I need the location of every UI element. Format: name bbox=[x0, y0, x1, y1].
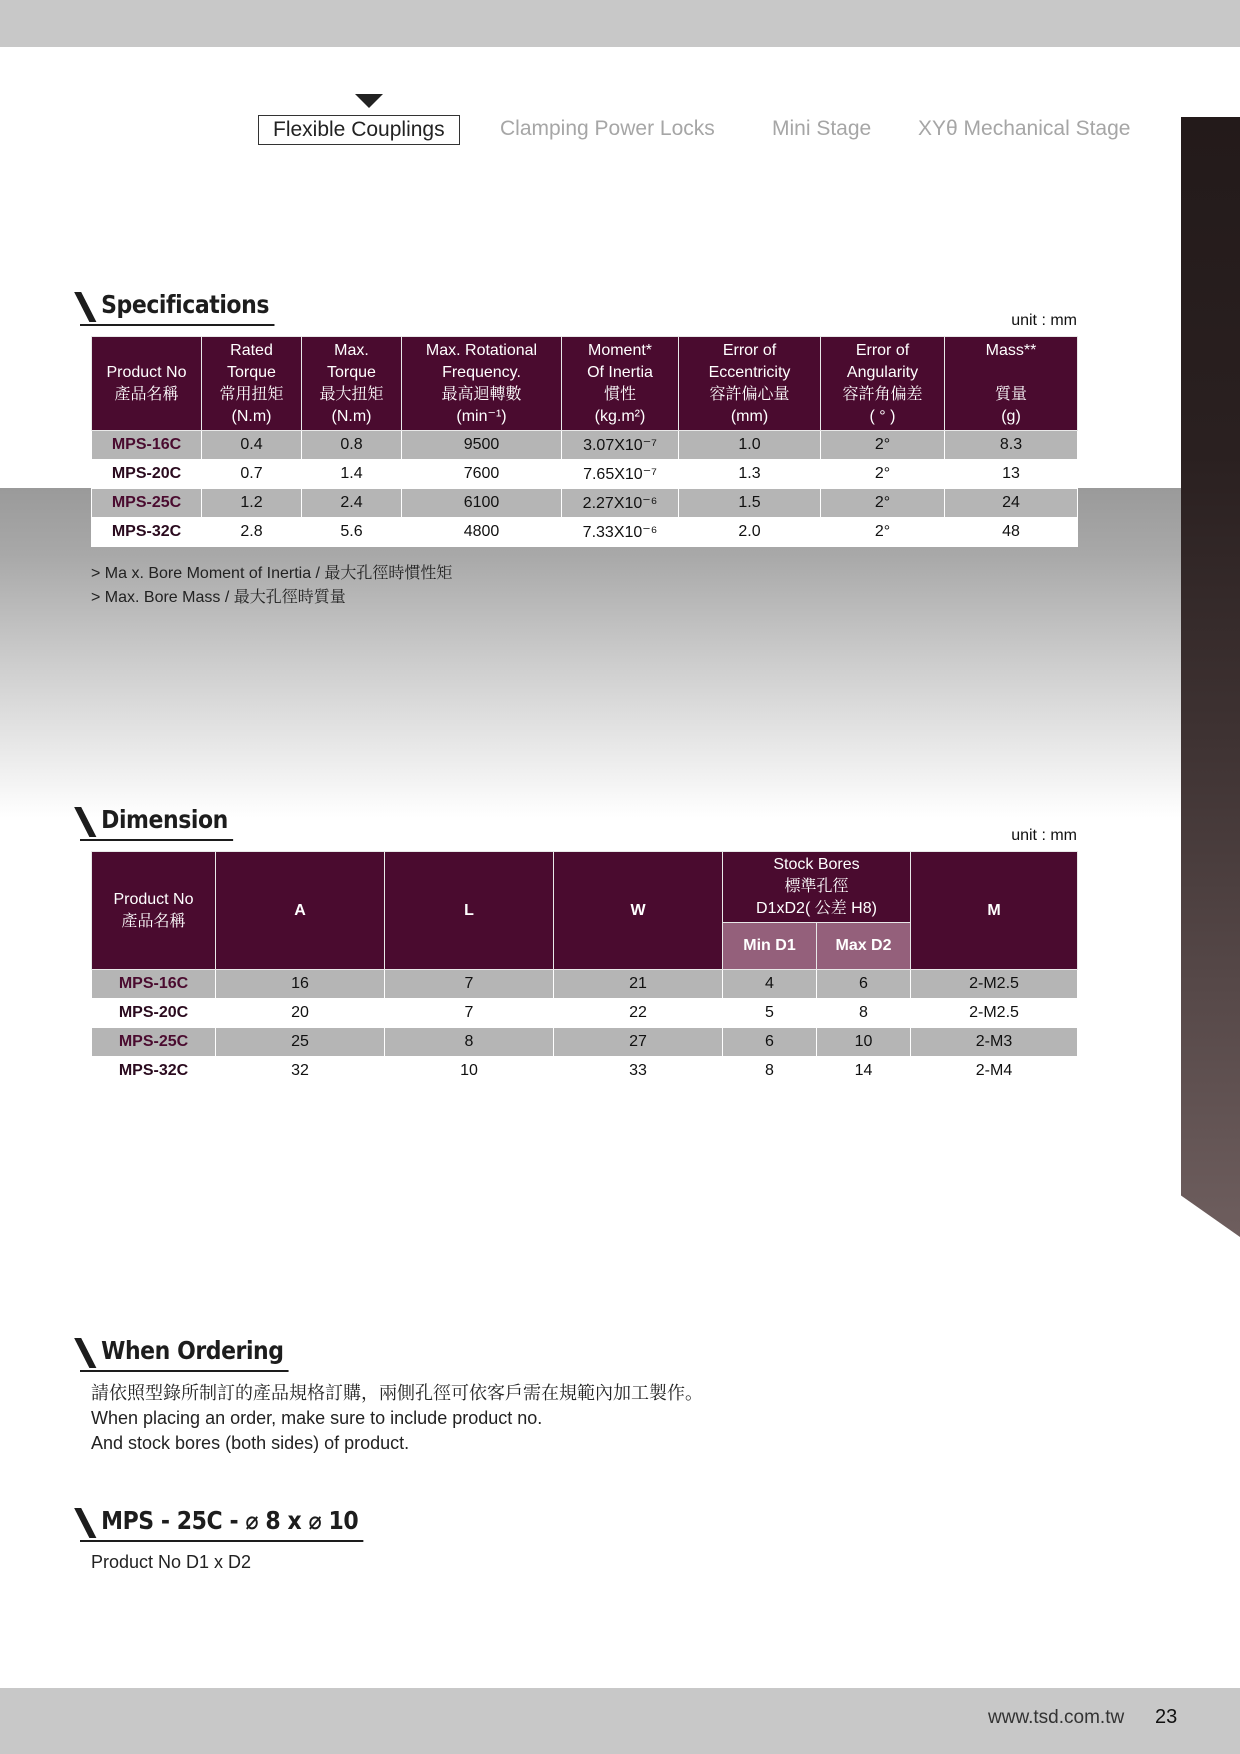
header-line: Eccentricity bbox=[708, 363, 791, 381]
header-line: (N.m) bbox=[231, 407, 272, 425]
table-cell: 7 bbox=[385, 999, 554, 1028]
table-cell: 20 bbox=[216, 999, 385, 1028]
dim-col-m: M bbox=[911, 852, 1078, 970]
dim-col-l: L bbox=[385, 852, 554, 970]
header-line: (kg.m²) bbox=[594, 407, 646, 425]
specifications-heading bbox=[80, 288, 274, 326]
table-cell: 0.8 bbox=[302, 431, 402, 460]
table-cell: 7600 bbox=[402, 460, 562, 489]
heading-slash-icon bbox=[74, 1508, 96, 1538]
dim-col-max-d2: Max D2 bbox=[817, 923, 911, 970]
header-line: Error of bbox=[722, 341, 777, 359]
header-line: (N.m) bbox=[331, 407, 372, 425]
header-line: ( ° ) bbox=[869, 407, 896, 425]
header-line: Mass** bbox=[985, 341, 1037, 359]
table-cell: 0.7 bbox=[202, 460, 302, 489]
dimension-table bbox=[91, 851, 1078, 1086]
tab-clamping-power-locks[interactable]: Clamping Power Locks bbox=[500, 117, 715, 140]
header-line: 質量 bbox=[994, 385, 1027, 403]
header-line: D1xD2( 公差 H8) bbox=[756, 900, 877, 917]
table-cell: 33 bbox=[554, 1057, 723, 1086]
header-line: Stock Bores bbox=[773, 856, 860, 873]
ordering-heading bbox=[80, 1334, 289, 1372]
heading-slash-icon bbox=[74, 1338, 96, 1368]
spec-note-mass: > Max. Bore Mass / 最大孔徑時質量 bbox=[91, 589, 346, 606]
dim-col-w: W bbox=[554, 852, 723, 970]
table-cell: 9500 bbox=[402, 431, 562, 460]
spec-note-inertia: > Ma x. Bore Moment of Inertia / 最大孔徑時慣性矩 bbox=[91, 565, 453, 582]
table-cell: 2° bbox=[821, 518, 945, 547]
specifications-title: Specifications bbox=[101, 290, 269, 319]
header-line: Product No bbox=[113, 890, 194, 908]
heading-slash-icon bbox=[74, 807, 96, 837]
table-row bbox=[92, 999, 1078, 1028]
table-cell: 7 bbox=[385, 970, 554, 999]
table-cell: 48 bbox=[945, 518, 1078, 547]
table-cell: 2-M2.5 bbox=[911, 999, 1078, 1028]
table-cell: 2.0 bbox=[679, 518, 821, 547]
table-row bbox=[92, 460, 1078, 489]
spec-unit-label: unit : mm bbox=[1011, 312, 1077, 329]
product-no-cell: MPS-20C bbox=[92, 460, 202, 489]
table-cell: 6 bbox=[723, 1028, 817, 1057]
dimension-title: Dimension bbox=[101, 805, 228, 834]
header-line: Product No bbox=[106, 363, 187, 381]
ordering-line-zh: 請依照型錄所制訂的產品規格訂購，兩側孔徑可依客戶需在規範內加工製作。 bbox=[91, 1383, 703, 1403]
header-line: Error of bbox=[855, 341, 910, 359]
table-cell: 25 bbox=[216, 1028, 385, 1057]
table-cell: 4 bbox=[723, 970, 817, 999]
table-cell: 5.6 bbox=[302, 518, 402, 547]
specifications-table bbox=[91, 336, 1078, 547]
header-line: (min⁻¹) bbox=[456, 407, 507, 425]
header-line: (g) bbox=[1001, 407, 1021, 425]
header-line: 產品名稱 bbox=[114, 385, 179, 403]
header-line: 最大扭矩 bbox=[319, 385, 384, 403]
table-cell: 8 bbox=[723, 1057, 817, 1086]
table-cell: 0.4 bbox=[202, 431, 302, 460]
table-cell: 5 bbox=[723, 999, 817, 1028]
spec-col-mass bbox=[945, 337, 1078, 431]
header-line: Torque bbox=[227, 363, 276, 381]
table-cell: 2.4 bbox=[302, 489, 402, 518]
header-line: 最高迴轉數 bbox=[441, 385, 522, 403]
header-line: Max. bbox=[334, 341, 369, 359]
spec-col-max-rotational-frequency bbox=[402, 337, 562, 431]
header-line: Frequency. bbox=[442, 363, 521, 381]
table-row bbox=[92, 1028, 1078, 1057]
product-no-cell: MPS-25C bbox=[92, 489, 202, 518]
spec-col-product bbox=[92, 337, 202, 431]
spec-col-error-eccentricity bbox=[679, 337, 821, 431]
table-cell: 2° bbox=[821, 489, 945, 518]
table-cell: 27 bbox=[554, 1028, 723, 1057]
table-cell: 1.3 bbox=[679, 460, 821, 489]
table-row bbox=[92, 518, 1078, 547]
spec-col-rated-torque bbox=[202, 337, 302, 431]
table-cell: 2-M3 bbox=[911, 1028, 1078, 1057]
heading-slash-icon bbox=[74, 292, 96, 322]
header-line: 容許偏心量 bbox=[709, 385, 790, 403]
header-line: Angularity bbox=[846, 363, 919, 381]
example-heading bbox=[80, 1504, 363, 1542]
header-line: (mm) bbox=[730, 407, 769, 425]
header-line: Of Inertia bbox=[587, 363, 653, 381]
table-cell: 6100 bbox=[402, 489, 562, 518]
product-no-cell: MPS-25C bbox=[92, 1028, 216, 1057]
dim-col-stock-bores bbox=[723, 852, 911, 923]
product-no-cell: MPS-32C bbox=[92, 1057, 216, 1086]
table-row bbox=[92, 489, 1078, 518]
spec-col-moment-of-inertia bbox=[562, 337, 679, 431]
active-tab-marker-icon bbox=[355, 94, 383, 108]
dim-col-product bbox=[92, 852, 216, 970]
ordering-text bbox=[91, 1381, 703, 1456]
table-cell: 4800 bbox=[402, 518, 562, 547]
spec-header-row bbox=[92, 337, 1078, 431]
table-cell: 8 bbox=[385, 1028, 554, 1057]
table-cell: 1.0 bbox=[679, 431, 821, 460]
spec-col-max-torque bbox=[302, 337, 402, 431]
header-line: 標準孔徑 bbox=[784, 878, 849, 895]
table-cell: 21 bbox=[554, 970, 723, 999]
table-cell: 2-M2.5 bbox=[911, 970, 1078, 999]
table-row bbox=[92, 1057, 1078, 1086]
table-cell: 32 bbox=[216, 1057, 385, 1086]
table-cell: 10 bbox=[817, 1028, 911, 1057]
table-cell: 1.2 bbox=[202, 489, 302, 518]
dim-header-row bbox=[92, 852, 1078, 923]
footer-url[interactable]: www.tsd.com.tw bbox=[988, 1707, 1125, 1728]
tab-mini-stage[interactable]: Mini Stage bbox=[772, 117, 872, 140]
tab-xy-theta-mechanical-stage[interactable]: XYθ Mechanical Stage bbox=[918, 117, 1131, 140]
header-line: Max. Rotational bbox=[425, 341, 538, 359]
table-cell: 2.27X10⁻⁶ bbox=[562, 489, 679, 518]
table-cell: 7.33X10⁻⁶ bbox=[562, 518, 679, 547]
table-cell: 2° bbox=[821, 460, 945, 489]
table-cell: 8.3 bbox=[945, 431, 1078, 460]
table-row bbox=[92, 970, 1078, 999]
table-cell: 7.65X10⁻⁷ bbox=[562, 460, 679, 489]
table-cell: 22 bbox=[554, 999, 723, 1028]
product-no-cell: MPS-20C bbox=[92, 999, 216, 1028]
example-title: MPS - 25C - ⌀ 8 x ⌀ 10 bbox=[101, 1506, 359, 1535]
tab-flexible-couplings[interactable]: Flexible Couplings bbox=[258, 115, 460, 145]
side-decoration-bar bbox=[1181, 117, 1240, 1237]
table-cell: 6 bbox=[817, 970, 911, 999]
table-cell: 24 bbox=[945, 489, 1078, 518]
table-cell: 2.8 bbox=[202, 518, 302, 547]
header-line: 產品名稱 bbox=[121, 912, 186, 930]
table-cell: 10 bbox=[385, 1057, 554, 1086]
table-cell: 2-M4 bbox=[911, 1057, 1078, 1086]
header-line: 常用扭矩 bbox=[219, 385, 284, 403]
product-no-cell: MPS-32C bbox=[92, 518, 202, 547]
header-line: 慣性 bbox=[603, 385, 636, 403]
product-no-cell: MPS-16C bbox=[92, 431, 202, 460]
table-cell: 14 bbox=[817, 1057, 911, 1086]
table-cell: 1.4 bbox=[302, 460, 402, 489]
top-bar bbox=[0, 0, 1240, 47]
table-cell: 3.07X10⁻⁷ bbox=[562, 431, 679, 460]
dim-col-a: A bbox=[216, 852, 385, 970]
header-line: Moment* bbox=[587, 341, 653, 359]
ordering-line-2: And stock bores (both sides) of product. bbox=[91, 1433, 410, 1453]
product-no-cell: MPS-16C bbox=[92, 970, 216, 999]
ordering-line-1: When placing an order, make sure to include product no. bbox=[91, 1408, 543, 1428]
spec-col-error-angularity bbox=[821, 337, 945, 431]
dim-col-min-d1: Min D1 bbox=[723, 923, 817, 970]
table-cell: 8 bbox=[817, 999, 911, 1028]
header-line: Torque bbox=[327, 363, 376, 381]
header-line: 容許角偏差 bbox=[842, 385, 923, 403]
dimension-heading bbox=[80, 803, 233, 841]
table-cell: 13 bbox=[945, 460, 1078, 489]
header-line: Rated bbox=[230, 341, 273, 359]
dim-unit-label: unit : mm bbox=[1011, 827, 1077, 844]
page-number: 23 bbox=[1155, 1706, 1178, 1728]
table-cell: 2° bbox=[821, 431, 945, 460]
example-caption: Product No D1 x D2 bbox=[91, 1552, 252, 1572]
table-cell: 16 bbox=[216, 970, 385, 999]
ordering-title: When Ordering bbox=[101, 1336, 284, 1365]
table-row bbox=[92, 431, 1078, 460]
table-cell: 1.5 bbox=[679, 489, 821, 518]
